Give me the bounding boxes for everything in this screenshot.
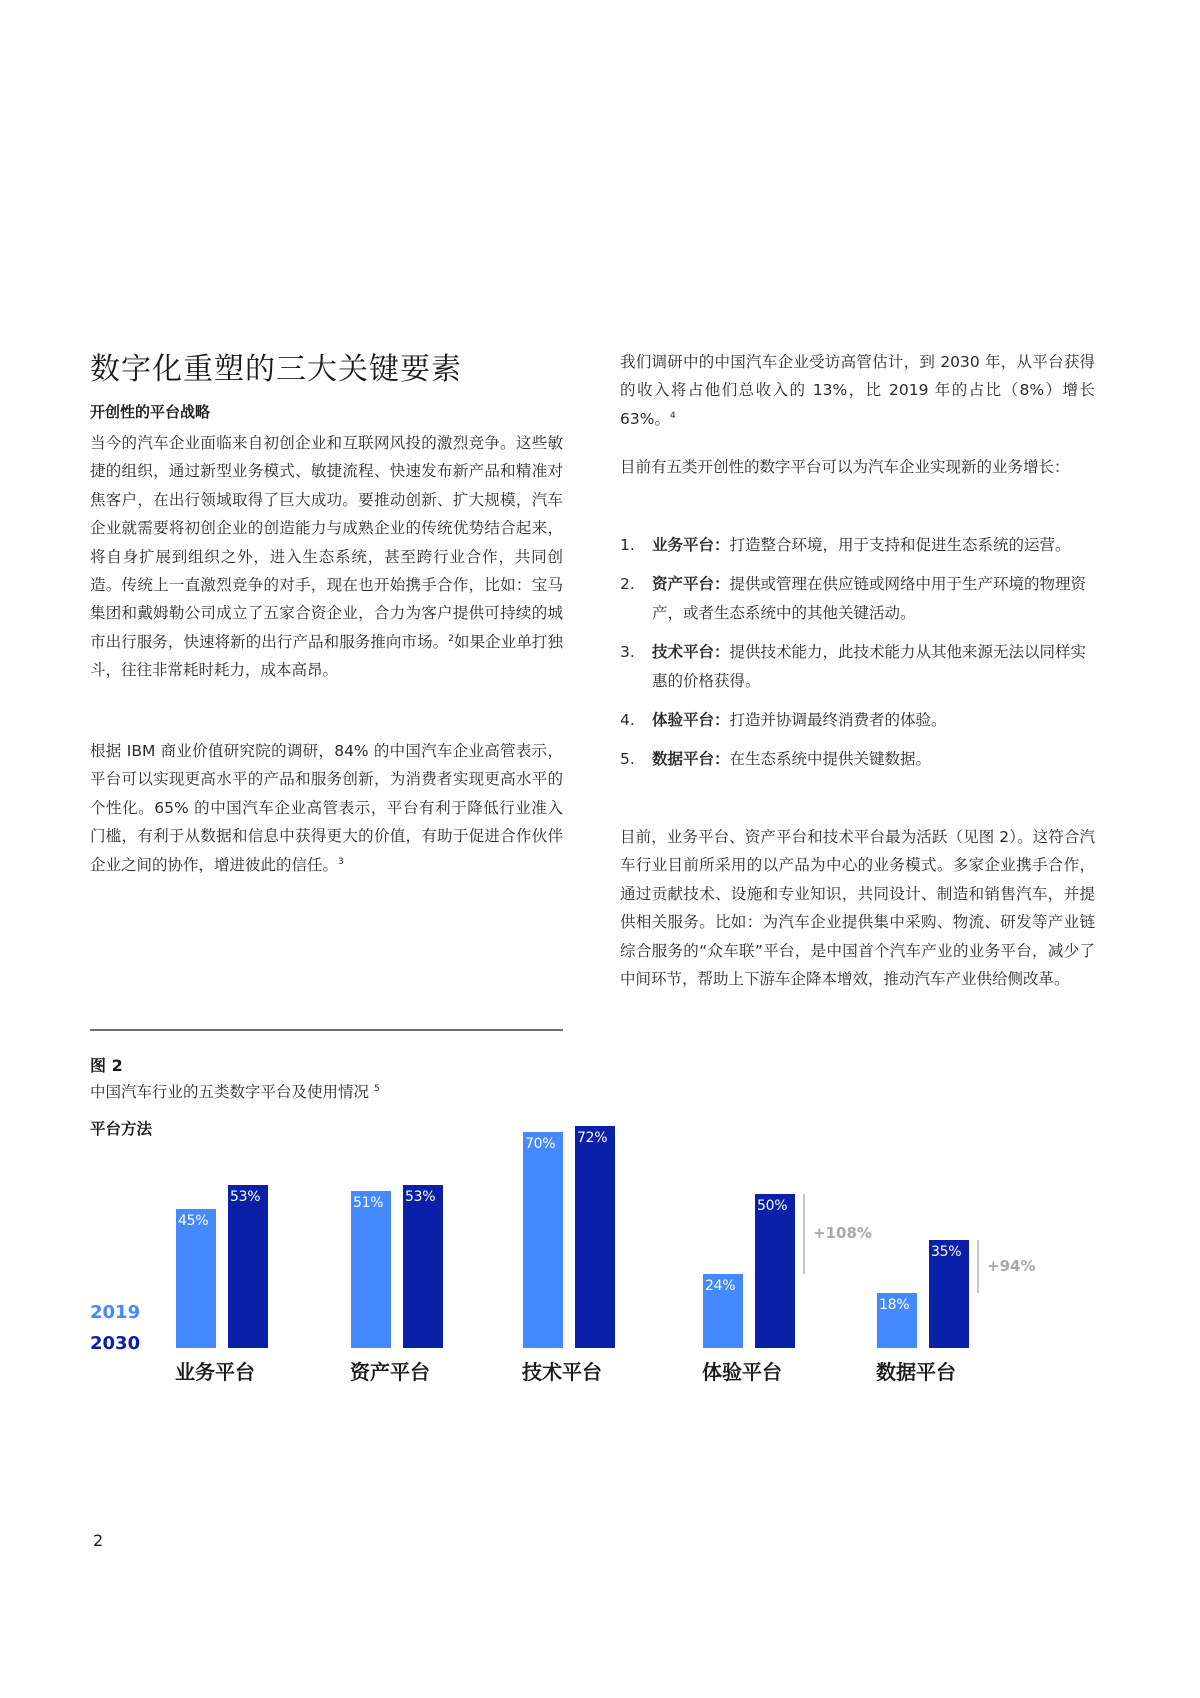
category-label: 资产平台 xyxy=(350,1360,430,1384)
footnote-ref: 5 xyxy=(373,1083,380,1094)
list-term: 体验平台： xyxy=(652,710,730,730)
list-desc: 在生态系统中提供关键数据。 xyxy=(729,750,932,769)
figure-subtitle: 平台方法 xyxy=(90,1119,153,1138)
paragraph-text: 当今的汽车企业面临来自初创企业和互联网风投的激烈竞争。这些敏捷的组织，通过新型业务模式、敏捷流程、快速发布新产品和精准对焦客户，在出行领域取得了巨大成功。要推动创新、扩大规模，汽车企业就需要将初创企业的创造能力与成熟企业的传统优势结合起来，将自身扩展到组织之外，进入生态系统，甚至跨行业合作，共同创造。传统上一直激烈竞争的对手，现在也开始携手合作，比如：宝马集团和戴姆勒公司成立了五家合资企业，合力为客户提供可持续的城市出行服务，快速将新的出行产品和服务推向市场。 xyxy=(90,434,563,651)
growth-bracket xyxy=(977,1240,979,1293)
right-intro-paragraph xyxy=(620,348,1095,433)
legend-2030: 2030 xyxy=(90,1333,141,1354)
growth-annotation: +108% xyxy=(813,1224,872,1242)
paragraph-text: 根据 IBM 商业价值研究院的调研，84% 的中国汽车企业高管表示，平台可以实现更高水平的产品和服务创新，为消费者实现更高水平的个性化。65% 的中国汽车企业高管表示，平台有利于降低行业准入门槛，有利于从数据和信息中获得更大的价值，有助于促进合作伙伴企业之间的协作，增进彼此的信任。 xyxy=(90,742,563,874)
bar-value-label: 35% xyxy=(931,1244,962,1260)
bar-value-label: 72% xyxy=(577,1130,608,1146)
category-label: 业务平台 xyxy=(175,1360,255,1384)
bar-value-label: 53% xyxy=(230,1189,261,1205)
figure-label: 图 2 xyxy=(90,1056,123,1075)
bar-2019 xyxy=(523,1132,563,1348)
list-item xyxy=(620,638,1095,695)
right-closing-paragraph: 目前，业务平台、资产平台和技术平台最为活跃（见图 2）。这符合汽车行业目前所采用的以产品为中心的业务模式。多家企业携手合作，通过贡献技术、设施和专业知识，共同设计、制造和销售汽车，并提供相关服务。比如：为汽车企业提供集中采购、物流、研发等产业链综合服务的“众车联”平台，是中国首个汽车产业的业务平台，减少了中间环节，帮助上下游车企降本增效，推动汽车产业供给侧改革。 xyxy=(620,828,1095,989)
bar-2030 xyxy=(755,1194,795,1348)
list-number: 1. xyxy=(620,536,635,554)
list-term: 数据平台： xyxy=(652,749,730,769)
list-desc: 提供或管理在供应链或网络中用于生产环境的物理资产，或者生态系统中的其他关键活动。 xyxy=(652,575,1087,622)
category-label: 数据平台 xyxy=(876,1360,956,1384)
list-item xyxy=(620,745,1095,773)
list-item xyxy=(620,531,1095,559)
bar-2019 xyxy=(877,1293,917,1348)
bar-2030 xyxy=(403,1185,443,1348)
category-label: 技术平台 xyxy=(522,1360,602,1384)
section-subheading: 开创性的平台战略 xyxy=(90,403,211,421)
paragraph-text: 我们调研中的中国汽车企业受访高管估计，到 2030 年，从平台获得的收入将占他们总收入的 13%，比 2019 年的占比（8%）增长 63%。 xyxy=(620,353,1095,428)
right-lead-paragraph: 目前有五类开创性的数字平台可以为汽车企业实现新的业务增长： xyxy=(620,458,1070,476)
bar-value-label: 53% xyxy=(405,1189,436,1205)
paragraph-tail: 如果企业单打独斗，往往非常耗时耗力，成本高昂。 xyxy=(90,632,563,680)
bar-value-label: 51% xyxy=(353,1195,384,1211)
bar-value-label: 18% xyxy=(879,1297,910,1313)
footnote-ref: 4 xyxy=(669,410,676,421)
list-term: 业务平台： xyxy=(652,535,730,554)
bar-value-label: 70% xyxy=(525,1136,556,1152)
figure-divider xyxy=(90,1029,563,1031)
bar-2019 xyxy=(703,1274,743,1348)
list-number: 3. xyxy=(620,643,635,662)
category-label: 体验平台 xyxy=(702,1360,782,1384)
list-desc: 提供技术能力，此技术能力从其他来源无法以同样实惠的价格获得。 xyxy=(652,643,1087,690)
page-number: 2 xyxy=(93,1531,104,1550)
growth-bracket xyxy=(803,1194,805,1274)
footnote-ref: 2 xyxy=(448,633,454,644)
list-term: 资产平台： xyxy=(652,574,730,594)
platform-list xyxy=(620,531,1095,785)
list-item xyxy=(620,570,1095,627)
page-title: 数字化重塑的三大关键要素 xyxy=(90,352,462,387)
list-desc: 打造整合环境，用于支持和促进生态系统的运营。 xyxy=(729,536,1071,554)
bar-value-label: 50% xyxy=(757,1198,788,1214)
list-term: 技术平台： xyxy=(652,642,730,662)
list-item xyxy=(620,706,1095,734)
bar-2030 xyxy=(228,1185,268,1348)
growth-annotation: +94% xyxy=(987,1256,1036,1275)
list-number: 4. xyxy=(620,711,635,730)
list-number: 2. xyxy=(620,575,635,594)
list-desc: 打造并协调最终消费者的体验。 xyxy=(729,711,947,730)
footnote-ref: 3 xyxy=(338,856,344,867)
bar-2030 xyxy=(575,1126,615,1348)
list-number: 5. xyxy=(620,750,635,769)
figure-title xyxy=(90,1080,380,1102)
left-paragraph-2 xyxy=(90,737,563,879)
bar-2019 xyxy=(351,1191,391,1348)
bar-2019 xyxy=(176,1209,216,1348)
figure-title-text: 中国汽车行业的五类数字平台及使用情况 xyxy=(90,1083,370,1101)
bar-value-label: 24% xyxy=(705,1278,736,1294)
left-paragraph-1 xyxy=(90,429,563,685)
bar-value-label: 45% xyxy=(178,1213,209,1229)
legend-2019: 2019 xyxy=(90,1302,141,1323)
bar-2030 xyxy=(929,1240,969,1348)
